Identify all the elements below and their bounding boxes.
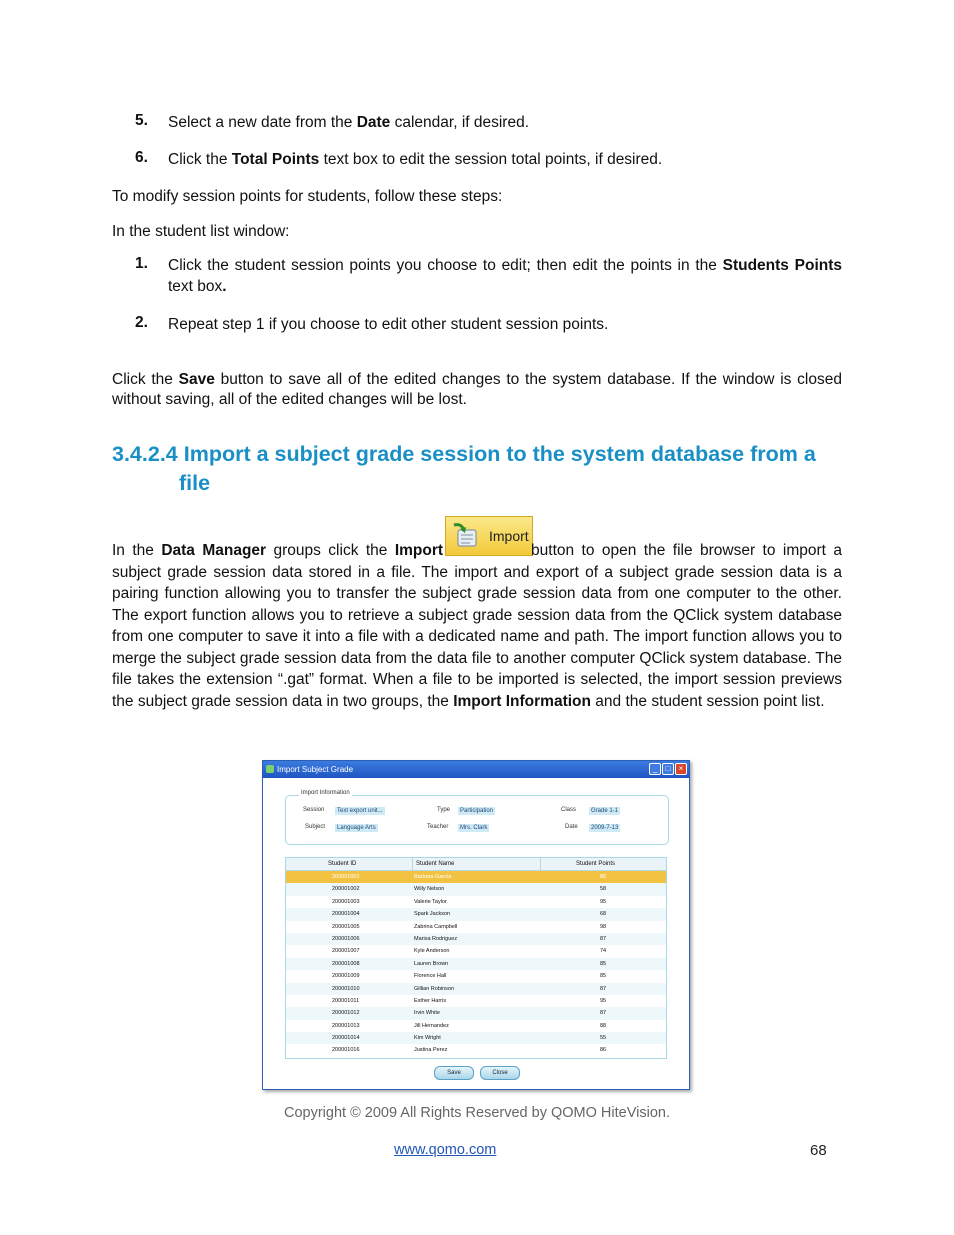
table-cell: Florence Hall (414, 973, 447, 980)
session-label: Session (303, 807, 325, 813)
table-body (286, 871, 666, 1057)
table-cell: Marisa Rodriguez (414, 935, 458, 942)
table-row[interactable] (286, 933, 666, 945)
step-text: Select a new date from the Date calendar, if desired. (168, 114, 530, 131)
import-subject-grade-window (262, 760, 690, 1090)
column-header[interactable]: Student Points (576, 861, 616, 867)
close-icon[interactable]: × (675, 763, 687, 775)
subject-label: Subject (305, 824, 326, 830)
table-cell: 55 (600, 1035, 607, 1042)
table-cell: 95 (600, 898, 607, 905)
section-heading: 3.4.2.4 Import a subject grade session to the system database from a file (112, 442, 816, 495)
table-cell: Esther Harris (414, 997, 447, 1004)
table-cell: 200001016 (332, 1047, 360, 1054)
date-label: Date (565, 824, 578, 830)
table-cell: 200001002 (332, 886, 360, 893)
table-row[interactable] (286, 1032, 666, 1044)
table-cell: 86 (600, 1047, 607, 1054)
teacher-value: Mrs. Clark (460, 825, 488, 831)
date-value: 2009-7-13 (591, 825, 619, 831)
table-cell: 200001009 (332, 973, 360, 980)
teacher-label: Teacher (427, 824, 449, 830)
table-cell: Spark Jackson (414, 911, 451, 918)
table-row[interactable] (286, 958, 666, 970)
column-header[interactable]: Student Name (416, 861, 455, 867)
table-cell: Gillian Robinson (414, 985, 455, 992)
group-title: Import Information (301, 790, 350, 796)
minimize-icon[interactable]: _ (649, 763, 661, 775)
table-row[interactable] (286, 945, 666, 957)
table-cell: 200001007 (332, 948, 360, 955)
table-cell: Valerie Taylor (414, 898, 447, 905)
subject-value: Language Arts (337, 825, 376, 831)
table-cell: 85 (600, 960, 607, 967)
table-cell: Jill Hernandez (414, 1022, 449, 1029)
table-cell: Irvin White (414, 1010, 440, 1017)
table-cell: 95 (600, 997, 607, 1004)
type-value: Participation (460, 808, 494, 814)
page-number: 68 (810, 1142, 827, 1159)
table-cell: Kim Wright (414, 1035, 441, 1042)
step-number: 6. (135, 149, 148, 166)
table-cell: 87 (600, 935, 607, 942)
step-text: Repeat step 1 if you choose to edit other student session points. (168, 316, 609, 333)
table-cell: Kyle Anderson (414, 948, 450, 955)
class-label: Class (561, 807, 577, 813)
paragraph: Click the Save button to save all of the edited changes to the system database. If the window is closed without saving, all of the edited changes will be lost. (112, 371, 842, 408)
table-cell: 88 (600, 1022, 607, 1029)
table-cell: 87 (600, 1010, 607, 1017)
column-header[interactable]: Student ID (328, 861, 357, 867)
close-button[interactable]: Close (480, 1066, 520, 1080)
table-row[interactable] (286, 1044, 666, 1056)
table-row[interactable] (286, 883, 666, 895)
table-cell: 200001008 (332, 960, 360, 967)
step-number: 5. (135, 112, 148, 129)
copyright: Copyright © 2009 All Rights Reserved by QOMO HiteVision. (284, 1105, 670, 1121)
table-cell: 85 (600, 874, 607, 880)
table-cell: 200001014 (332, 1035, 360, 1042)
class-value: Grade 1-1 (591, 808, 619, 814)
table-cell: 200001013 (332, 1022, 360, 1029)
table-cell: 74 (600, 948, 607, 955)
table-row[interactable] (286, 871, 666, 883)
table-cell: 200001006 (332, 935, 360, 942)
table-cell: Zabrina Campbell (414, 923, 458, 930)
import-button-label: Import (489, 528, 529, 544)
step-number: 1. (135, 255, 148, 272)
table-cell: 68 (600, 911, 607, 918)
session-value: Text export unit... (337, 808, 383, 814)
paragraph: In the Data Manager groups click the Import button to open the file browser to import a subject grade session data stored in a file. The import and export of a subject grade session data is a pairing function allowing you to transfer the subject grade session data from one computer to the other. The export function allows you to retrieve a subject grade session data from the QClick system database from one computer to save it into a file with a dedicated name and path. The import function allows you to merge the subject grade session data from the data file to another computer QClick system database. The file takes the extension “.gat” format. When a file to be imported is selected, the import session previews the subject grade session data in two groups, the Import Information and the student session point list. (112, 542, 842, 710)
table-cell: Willy Nelson (414, 886, 445, 893)
table-row[interactable] (286, 995, 666, 1007)
paragraph: To modify session points for students, follow these steps: (112, 188, 503, 205)
website-link[interactable]: www.qomo.com (394, 1142, 497, 1158)
table-cell: 58 (600, 886, 607, 893)
table-cell: 200001010 (332, 985, 360, 992)
table-cell: Barbara Garcia (414, 874, 452, 880)
window-titlebar (263, 761, 689, 778)
student-points-table (285, 857, 667, 1059)
step-text: Click the Total Points text box to edit the session total points, if desired. (168, 151, 663, 168)
save-button[interactable]: Save (434, 1066, 474, 1080)
table-row[interactable] (286, 896, 666, 908)
type-label: Type (437, 807, 451, 813)
window-title: Import Subject Grade (277, 765, 354, 774)
import-information-group (285, 795, 669, 845)
table-row[interactable] (286, 921, 666, 933)
table-row[interactable] (286, 970, 666, 982)
table-cell: 200001012 (332, 1010, 360, 1017)
table-row[interactable] (286, 1020, 666, 1032)
table-cell: 98 (600, 923, 607, 930)
paragraph: In the student list window: (112, 223, 290, 240)
table-cell: 87 (600, 985, 607, 992)
table-cell: 200001004 (332, 911, 360, 918)
table-cell: Lauren Brown (414, 960, 449, 967)
app-icon (266, 765, 274, 773)
step-text: Click the student session points you choose to edit; then edit the points in the Students Points text box. (168, 257, 843, 295)
table-cell: 200001005 (332, 923, 360, 930)
table-cell: 200001001 (332, 874, 360, 880)
table-cell: 200001003 (332, 898, 360, 905)
table-row[interactable] (286, 908, 666, 920)
table-cell: Justina Perez (414, 1047, 448, 1054)
step-number: 2. (135, 314, 148, 331)
table-row[interactable] (286, 983, 666, 995)
table-header (286, 858, 666, 871)
table-cell: 85 (600, 973, 607, 980)
table-row[interactable] (286, 1007, 666, 1019)
maximize-icon[interactable]: □ (662, 763, 674, 775)
table-cell: 200001011 (332, 997, 360, 1004)
